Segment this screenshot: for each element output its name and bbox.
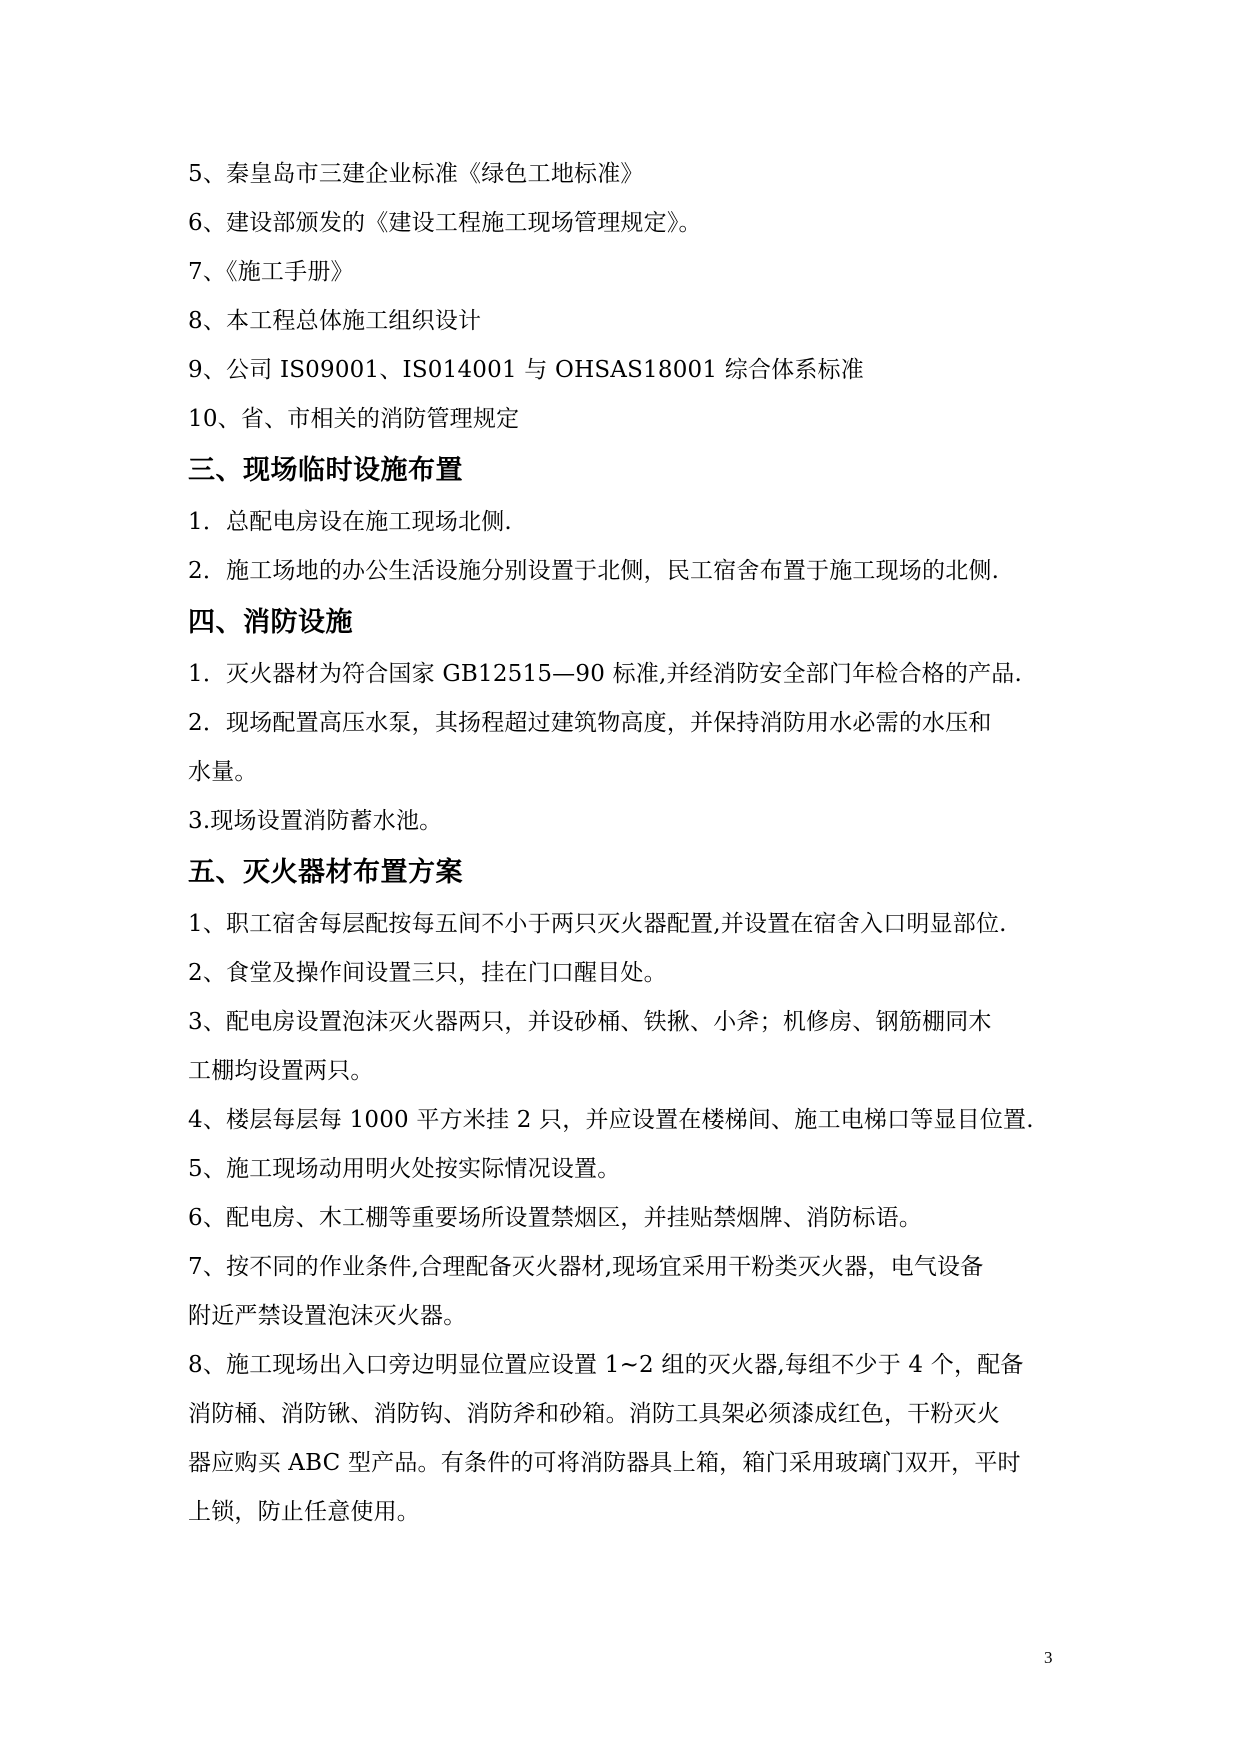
- paragraph-line: 2．施工场地的办公生活设施分别设置于北侧，民工宿舍布置于施工现场的北侧.: [188, 558, 1000, 584]
- paragraph-line: 3、配电房设置泡沫灭火器两只，并设砂桶、铁揪、小斧；机修房、钢筋棚同木: [188, 1009, 992, 1035]
- paragraph-line: 6、配电房、木工棚等重要场所设置禁烟区，并挂贴禁烟牌、消防标语。: [188, 1205, 923, 1231]
- basis-item: 7、《施工手册》: [188, 259, 354, 285]
- basis-item: 5、秦皇岛市三建企业标准《绿色工地标准》: [188, 161, 644, 187]
- section-fire-facilities: [188, 596, 1058, 846]
- paragraph-line: 水量。: [188, 759, 258, 785]
- document-page: [188, 150, 1058, 1537]
- basis-item: 8、本工程总体施工组织设计: [188, 308, 482, 334]
- paragraph-line: 4、楼层每层每 1000 平方米挂 2 只，并应设置在楼梯间、施工电梯口等显目位置.: [188, 1107, 1034, 1133]
- paragraph-line: 附近严禁设置泡沫灭火器。: [188, 1303, 467, 1329]
- paragraph-line: 2．现场配置高压水泵，其扬程超过建筑物高度，并保持消防用水必需的水压和: [188, 710, 992, 736]
- basis-item: 10、省、市相关的消防管理规定: [188, 406, 520, 432]
- paragraph-line: 1、职工宿舍每层配按每五间不小于两只灭火器配置,并设置在宿舍入口明显部位.: [188, 911, 1007, 937]
- section-extinguisher-plan: [188, 846, 1058, 1537]
- section-temporary-facilities: [188, 444, 1058, 596]
- paragraph-line: 工棚均设置两只。: [188, 1058, 374, 1084]
- page-number: 3: [1044, 1648, 1053, 1667]
- paragraph-line: 3.现场设置消防蓄水池。: [188, 808, 443, 834]
- section-heading: 三、现场临时设施布置: [188, 455, 463, 486]
- section-heading: 五、灭火器材布置方案: [188, 857, 463, 888]
- basis-list: [188, 150, 1058, 444]
- basis-item: 6、建设部颁发的《建设工程施工现场管理规定》。: [188, 210, 702, 236]
- paragraph-line: 8、施工现场出入口旁边明显位置应设置 1~2 组的灭火器,每组不少于 4 个，配备: [188, 1352, 1024, 1378]
- paragraph-line: 器应购买 ABC 型产品。有条件的可将消防器具上箱，箱门采用玻璃门双开，平时: [188, 1450, 1021, 1476]
- basis-item: 9、公司 IS09001、IS014001 与 OHSAS18001 综合体系标准: [188, 357, 864, 383]
- paragraph-line: 5、施工现场动用明火处按实际情况设置。: [188, 1156, 621, 1182]
- paragraph-line: 7、按不同的作业条件,合理配备灭火器材,现场宜采用干粉类灭火器，电气设备: [188, 1254, 984, 1280]
- paragraph-line: 1．总配电房设在施工现场北侧.: [188, 509, 512, 535]
- paragraph-line: 2、食堂及操作间设置三只，挂在门口醒目处。: [188, 960, 667, 986]
- paragraph-line: 1．灭火器材为符合国家 GB12515—90 标准,并经消防安全部门年检合格的产品.: [188, 661, 1022, 687]
- paragraph-line: 消防桶、消防锹、消防钩、消防斧和砂箱。消防工具架必须漆成红色，干粉灭火: [188, 1401, 1000, 1427]
- paragraph-line: 上锁，防止任意使用。: [188, 1499, 420, 1525]
- section-heading: 四、消防设施: [188, 607, 353, 638]
